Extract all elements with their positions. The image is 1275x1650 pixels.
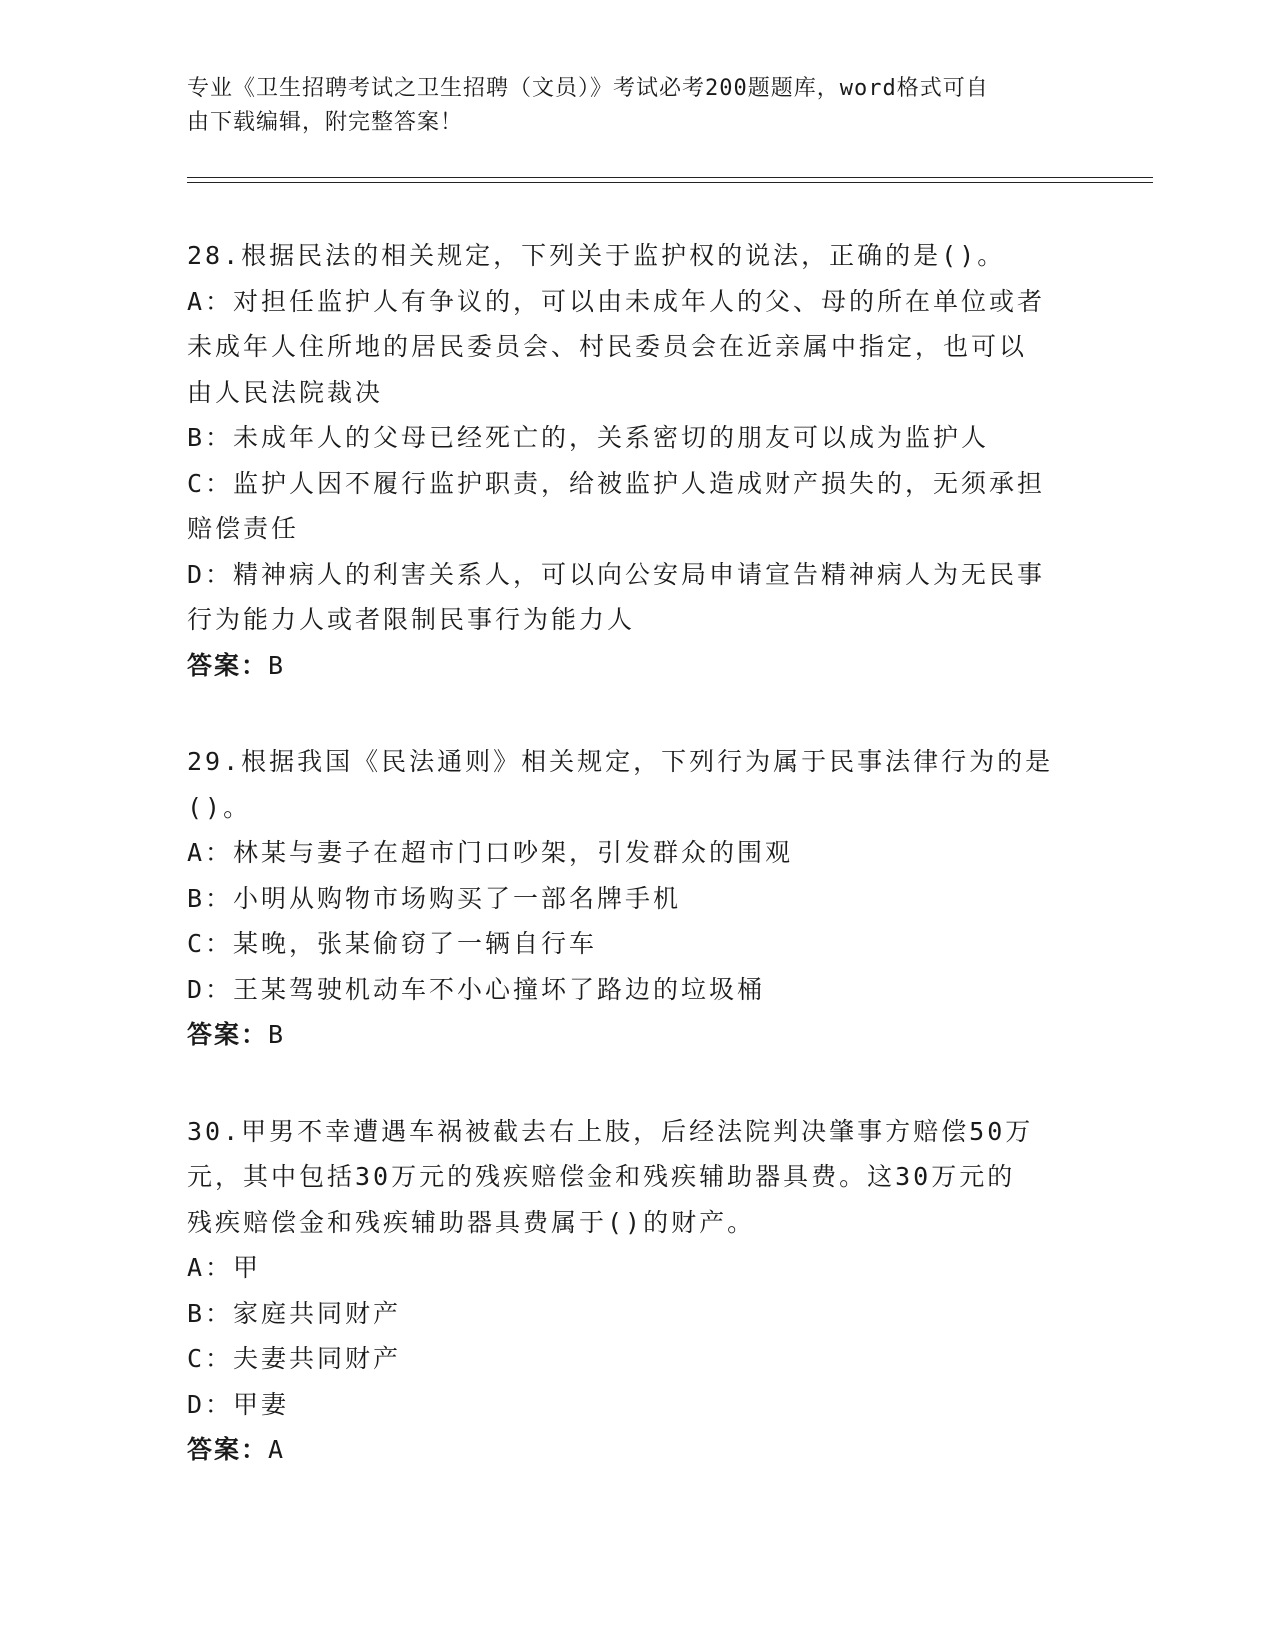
- answer-option: B：小明从购物市场购买了一部名牌手机: [187, 883, 682, 913]
- answer-option: A：对担任监护人有争议的，可以由未成年人的父、母的所在单位或者: [187, 286, 1046, 316]
- answer-option: A：林某与妻子在超市门口吵架，引发群众的围观: [187, 838, 794, 867]
- answer-value: A: [268, 1435, 286, 1464]
- question-block: [187, 739, 1087, 1058]
- answer-option: C：某晚，张某偷窃了一辆自行车: [187, 929, 598, 958]
- answer-key: [187, 1427, 1087, 1473]
- question-block: [187, 1109, 1087, 1473]
- answer-value: B: [268, 1020, 286, 1049]
- answer-option: B：家庭共同财产: [187, 1298, 402, 1328]
- answer-key: [187, 643, 1087, 689]
- header-divider: [187, 182, 1153, 183]
- answer-label: 答案：: [187, 650, 269, 680]
- question-stem: 28.根据民法的相关规定，下列关于监护权的说法，正确的是()。: [187, 241, 1006, 270]
- question-list: [187, 233, 1087, 1524]
- question-stem: ()。: [187, 792, 252, 822]
- answer-option: D：甲妻: [187, 1389, 290, 1419]
- answer-option: C：监护人因不履行监护职责，给被监护人造成财产损失的，无须承担: [187, 468, 1046, 498]
- header-line: 由下载编辑，附完整答案！: [187, 110, 464, 135]
- question-block: [187, 233, 1087, 688]
- answer-key: [187, 1012, 1087, 1058]
- question-stem: 残疾赔偿金和残疾辅助器具费属于()的财产。: [187, 1207, 756, 1237]
- question-stem: 元，其中包括30万元的残疾赔偿金和残疾辅助器具费。这30万元的: [187, 1162, 1016, 1191]
- answer-option: 行为能力人或者限制民事行为能力人: [187, 605, 636, 634]
- answer-option: A：甲: [187, 1253, 262, 1282]
- answer-value: B: [268, 650, 286, 680]
- header-line: 专业《卫生招聘考试之卫生招聘（文员）》考试必考200题题库，word格式可自: [187, 76, 989, 101]
- answer-label: 答案：: [187, 1020, 269, 1049]
- answer-option: C：夫妻共同财产: [187, 1344, 402, 1373]
- question-stem: 30.甲男不幸遭遇车祸被截去右上肢，后经法院判决肇事方赔偿50万: [187, 1116, 1034, 1146]
- answer-option: B：未成年人的父母已经死亡的，关系密切的朋友可以成为监护人: [187, 423, 990, 452]
- answer-option: 未成年人住所地的居民委员会、村民委员会在近亲属中指定，也可以: [187, 332, 1028, 361]
- answer-option: 赔偿责任: [187, 514, 300, 543]
- document-header: [187, 72, 1087, 140]
- answer-option: D：精神病人的利害关系人，可以向公安局申请宣告精神病人为无民事: [187, 559, 1046, 589]
- question-stem: 29.根据我国《民法通则》相关规定，下列行为属于民事法律行为的是: [187, 747, 1054, 776]
- answer-option: 由人民法院裁决: [187, 377, 384, 407]
- answer-option: D：王某驾驶机动车不小心撞坏了路边的垃圾桶: [187, 974, 766, 1004]
- header-divider: [187, 177, 1153, 178]
- answer-label: 答案：: [187, 1435, 269, 1464]
